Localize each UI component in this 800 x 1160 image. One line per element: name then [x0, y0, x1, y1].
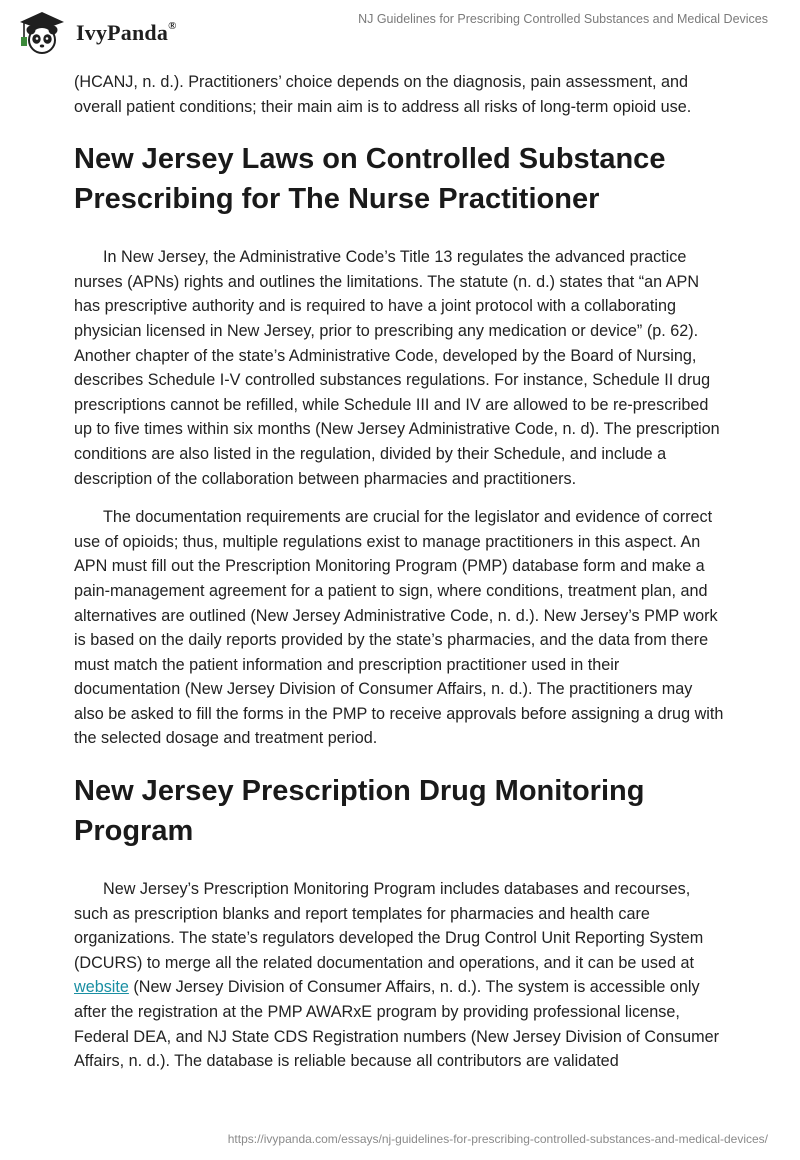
document-title: NJ Guidelines for Prescribing Controlled Substances and Medical Devices [358, 12, 768, 26]
section-heading-monitoring: New Jersey Prescription Drug Monitoring Program [74, 775, 645, 848]
panda-graduate-icon [14, 8, 70, 56]
monitoring-text-after-link: (New Jersey Division of Consumer Affairs, n. d.). The system is accessible only after the registration at the PMP AWARxE program by providing professional license, Federal DEA, and NJ State CDS Registration numbers (New Jersey Division of Consumer Affairs, n. d.). The database is reliable because all contributors are validated [74, 978, 720, 1071]
essay-content [74, 70, 726, 1088]
laws-paragraph-2: The documentation requirements are crucial for the legislator and evidence of correct use of opioids; thus, multiple regulations exist to manage practitioners in this aspect. An APN must fill out the Prescription Monitoring Program (PMP) database form and make a pain-management agreement for a patient to sign, where conditions, treatment plan, and alternatives are outlined (New Jersey Administrative Code, n. d.). New Jersey’s PMP work is based on the daily reports provided by the state’s pharmacies, and the data from there must match the patient information and prescription practitioner used in their documentation (New Jersey Division of Consumer Affairs, n. d.). The practitioners may also be asked to fill the forms in the PMP to receive approvals before assigning a drug with the selected dosage and treatment period. [74, 508, 724, 748]
page-header [0, 0, 800, 64]
brand-name: IvyPanda® [76, 19, 177, 45]
ivypanda-logo[interactable] [14, 8, 177, 56]
section-heading-laws: New Jersey Laws on Controlled Substance Prescribing for The Nurse Practitioner [74, 143, 666, 216]
monitoring-text-before-link: New Jersey’s Prescription Monitoring Program includes databases and recourses, such as prescription blanks and report templates for pharmacies and health care organizations. The state’s regulators developed the Drug Control Unit Reporting System (DCURS) to merge all the related documentation and operations, and it can be used at [74, 880, 704, 972]
footer-source-url: https://ivypanda.com/essays/nj-guidelines-for-prescribing-controlled-substances-and-medical-devices/ [227, 1132, 768, 1146]
website-link[interactable]: website [74, 978, 129, 997]
laws-paragraph-1: In New Jersey, the Administrative Code’s Title 13 regulates the advanced practice nurses (APNs) rights and outlines the limitations. The statute (n. d.) states that “an APN has prescriptive authority and is required to have a joint protocol with a collaborating physician licensed in New Jersey, prior to prescribing any medication or device” (p. 62). Another chapter of the state’s Administrative Code, developed by the Board of Nursing, describes Schedule I-V controlled substances regulations. For instance, Schedule II drug prescriptions cannot be refilled, while Schedule III and IV are allowed to be re-prescribed up to five times within six months (New Jersey Administrative Code, n. d). The prescription conditions are also listed in the regulation, divided by their Schedule, and include a description of the collaboration between pharmacies and practitioners. [74, 248, 720, 488]
intro-paragraph: (HCANJ, n. d.). Practitioners’ choice depends on the diagnosis, pain assessment, and overall patient conditions; their main aim is to address all risks of long-term opioid use. [74, 73, 692, 116]
monitoring-paragraph [74, 877, 726, 1074]
